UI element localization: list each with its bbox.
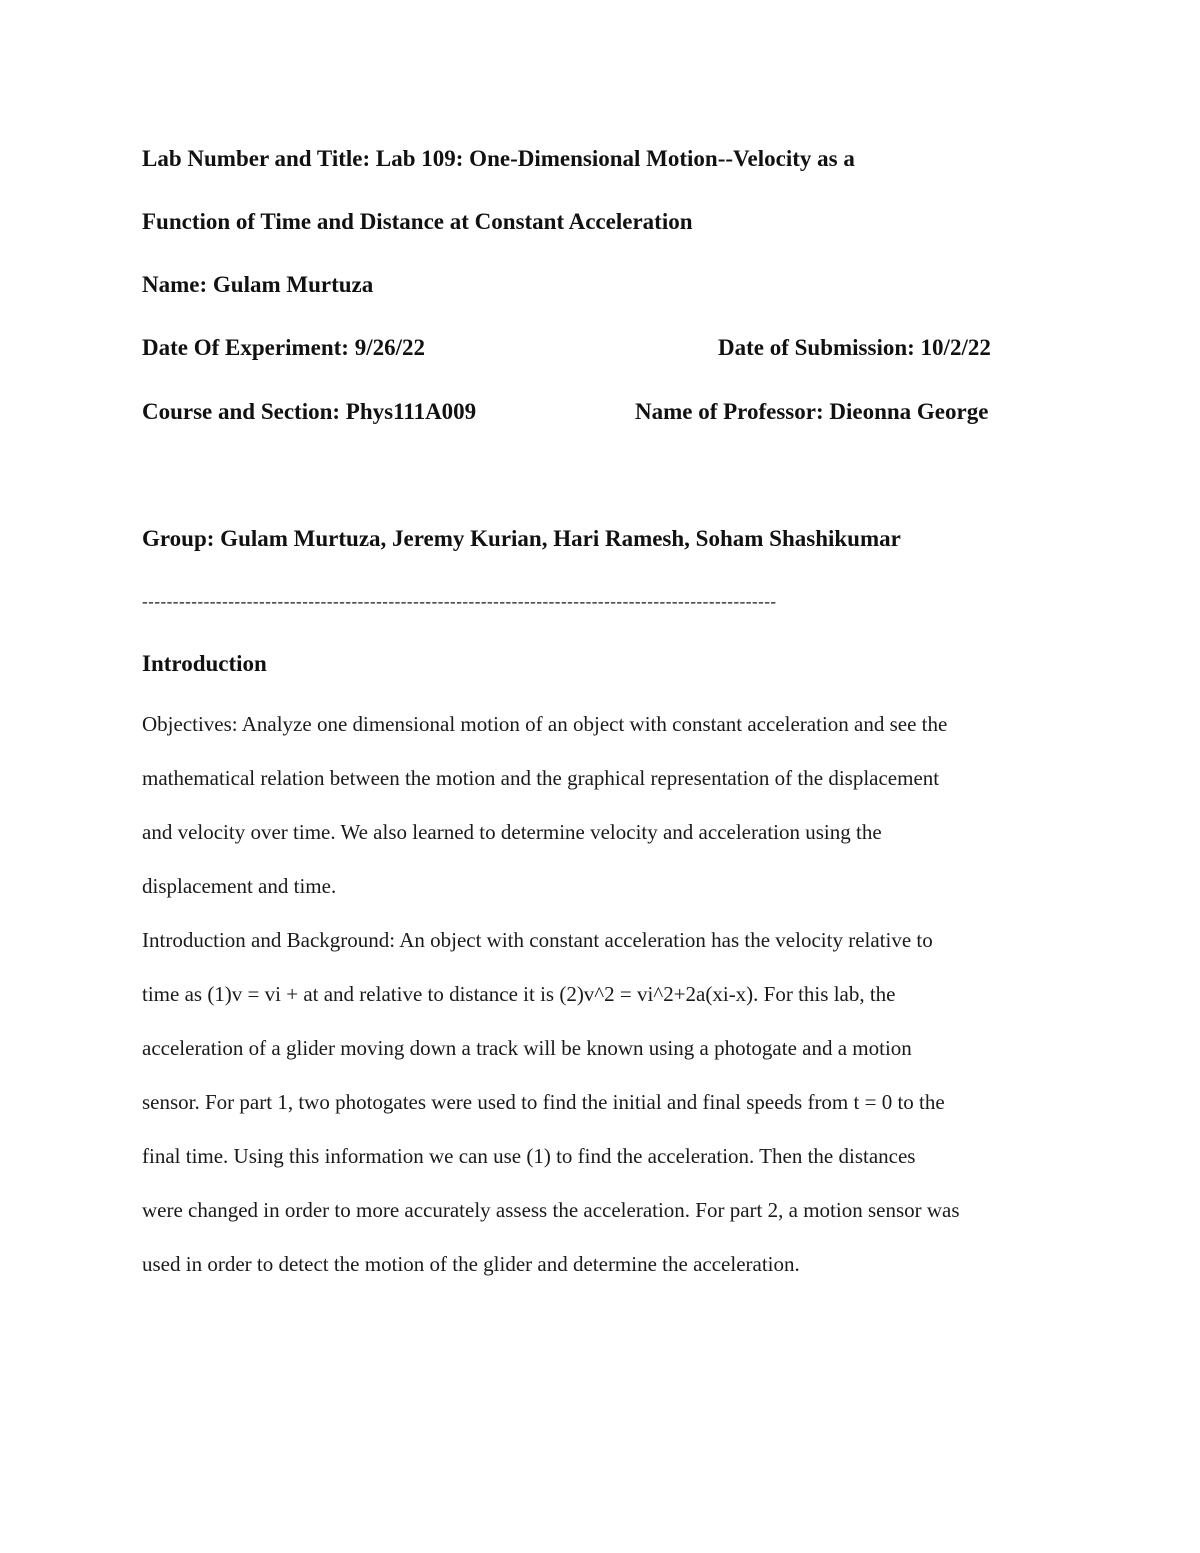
student-name: Name: Gulam Murtuza: [142, 272, 374, 297]
lab-title-line-2: Function of Time and Distance at Constant Acceleration: [142, 209, 693, 234]
intro-text-line: time as (1)v = vi + at and relative to distance it is (2)v^2 = vi^2+2a(xi-x). For this lab, the: [142, 982, 896, 1006]
intro-text-line: mathematical relation between the motion and the graphical representation of the displacement: [142, 766, 940, 790]
professor-name: Name of Professor: Dieonna George: [635, 399, 989, 424]
introduction-heading: Introduction: [142, 651, 267, 676]
date-of-experiment: Date Of Experiment: 9/26/22: [142, 335, 425, 360]
intro-text-line: Objectives: Analyze one dimensional motion of an object with constant acceleration and see the: [142, 712, 948, 736]
intro-text-line: acceleration of a glider moving down a track will be known using a photogate and a motion: [142, 1036, 912, 1060]
date-of-submission: Date of Submission: 10/2/22: [718, 335, 991, 360]
section-divider: -------------------------------------------------------------------------------------------------------: [142, 592, 777, 611]
intro-text-line: were changed in order to more accurately assess the acceleration. For part 2, a motion sensor was: [142, 1198, 960, 1222]
intro-text-line: final time. Using this information we can use (1) to find the acceleration. Then the distances: [142, 1144, 916, 1168]
intro-text-line: used in order to detect the motion of the glider and determine the acceleration.: [142, 1252, 800, 1276]
intro-text-line: and velocity over time. We also learned to determine velocity and acceleration using the: [142, 820, 882, 844]
intro-text-line: sensor. For part 1, two photogates were used to find the initial and final speeds from t = 0 to the: [142, 1090, 945, 1114]
course-and-section: Course and Section: Phys111A009: [142, 399, 477, 424]
intro-text-line: displacement and time.: [142, 874, 337, 898]
intro-text-line: Introduction and Background: An object with constant acceleration has the velocity relative to: [142, 928, 933, 952]
group-members: Group: Gulam Murtuza, Jeremy Kurian, Hari Ramesh, Soham Shashikumar: [142, 526, 901, 551]
lab-title-line-1: Lab Number and Title: Lab 109: One-Dimensional Motion--Velocity as a: [142, 146, 855, 171]
